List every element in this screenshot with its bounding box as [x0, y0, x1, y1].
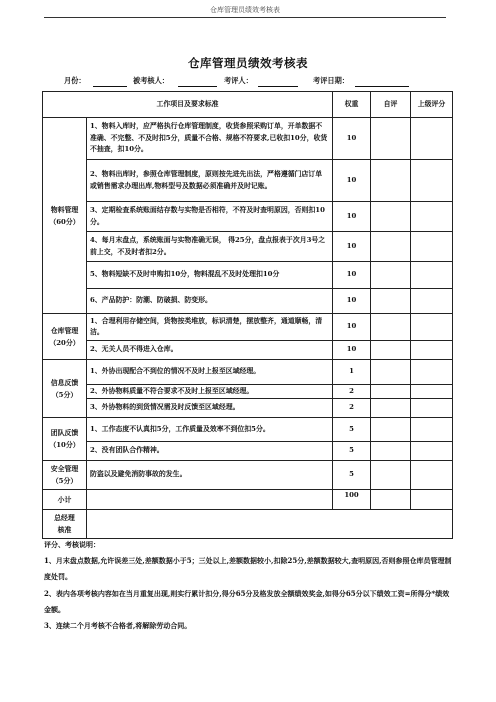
criterion-text: 2、外协物料质量不符合要求不及时上报至区域经理。	[87, 385, 333, 399]
category-info-feedback	[43, 360, 87, 418]
criterion-text: 3、外协物料的到货情况需及时反馈至区域经理。	[87, 399, 333, 418]
weight-value: 5	[333, 418, 371, 442]
criterion-text: 2、物料出库时，参照仓库管理制度，原则按先进先出法，严格遵循门店订单或销售需求办理出库,物料型号及数据必须准确并及时记账。	[87, 160, 333, 202]
self-score-cell[interactable]	[371, 314, 411, 341]
header-criteria: 工作项目及要求标准	[43, 92, 333, 118]
criterion-text: 防盗以及避免消防事故的发生。	[87, 461, 333, 490]
category-warehouse	[43, 314, 87, 360]
weight-value: 10	[333, 160, 371, 202]
evaluation-table	[42, 91, 453, 539]
supervisor-score-cell[interactable]	[411, 341, 453, 360]
weight-value: 10	[333, 289, 371, 314]
date-field[interactable]	[355, 86, 409, 87]
criterion-text: 2、没有团队合作精神。	[87, 442, 333, 461]
supervisor-score-cell[interactable]	[411, 385, 453, 399]
notes-heading: 评分、考核说明：	[44, 540, 100, 549]
self-score-cell[interactable]	[371, 442, 411, 461]
criterion-text: 3、定期检查系统账面结存数与实物是否相符，不符及时查明原因，否则扣10分。	[87, 202, 333, 232]
category-material	[43, 118, 87, 314]
supervisor-score-cell[interactable]	[411, 160, 453, 202]
supervisor-score-cell[interactable]	[411, 232, 453, 262]
self-score-cell[interactable]	[371, 289, 411, 314]
evaluatee-field[interactable]	[178, 86, 217, 87]
supervisor-score-cell[interactable]	[411, 360, 453, 385]
document-title: 仓库管理员绩效考核表	[188, 56, 308, 70]
supervisor-score-cell[interactable]	[411, 118, 453, 160]
category-safety-label: 安全管理 （5分）	[50, 465, 79, 485]
weight-value: 5	[333, 461, 371, 490]
supervisor-score-cell[interactable]	[411, 202, 453, 232]
notes-line-1: 1、月末盘点数据,允许误差三处,差额数据小于5；三处以上,差额数据较小,扣除25分,差额数据较大,查明原因,否则参照仓库员管理制度处罚。	[44, 556, 452, 582]
category-team	[43, 418, 87, 461]
weight-value: 10	[333, 118, 371, 160]
supervisor-score-cell[interactable]	[411, 399, 453, 418]
subtotal-blank	[87, 490, 333, 510]
category-safety	[43, 461, 87, 490]
self-score-cell[interactable]	[371, 399, 411, 418]
self-score-cell[interactable]	[371, 202, 411, 232]
date-label: 考评日期：	[313, 76, 349, 85]
criterion-text: 1、外协出现配合不到位的情况不及时上报至区域经理。	[87, 360, 333, 385]
subtotal-label: 小计	[43, 490, 87, 510]
manager-approval-text: 总经理 核准	[54, 514, 75, 534]
notes-line-3: 3、连续二个月考核不合格者,将解除劳动合同。	[44, 621, 192, 631]
weight-value: 10	[333, 314, 371, 341]
weight-value: 10	[333, 262, 371, 289]
supervisor-score-cell[interactable]	[411, 314, 453, 341]
subtotal-weight: 100	[333, 490, 371, 510]
self-score-cell[interactable]	[371, 118, 411, 160]
evaluation-notes	[44, 537, 454, 634]
self-score-cell[interactable]	[371, 232, 411, 262]
criterion-text: 2、无关人员不得进入仓库。	[87, 341, 333, 360]
weight-value: 10	[333, 341, 371, 360]
supervisor-score-cell[interactable]	[411, 289, 453, 314]
subtotal-supervisor-cell[interactable]	[411, 490, 453, 510]
running-header: 仓库管理员绩效考核表	[210, 6, 280, 14]
category-warehouse-label: 仓库管理 （20分）	[49, 326, 80, 347]
header-supervisor-score: 上级评分	[411, 92, 453, 118]
month-label: 月份：	[64, 76, 86, 85]
weight-value: 10	[333, 202, 371, 232]
weight-value: 2	[333, 399, 371, 418]
self-score-cell[interactable]	[371, 360, 411, 385]
month-field[interactable]	[93, 86, 127, 87]
manager-approval-cell[interactable]	[87, 510, 453, 539]
header-rule	[44, 17, 446, 18]
self-score-cell[interactable]	[371, 341, 411, 360]
category-material-label: 物料管理 （60分）	[49, 205, 80, 226]
category-info-feedback-label: 信息反馈 （5分）	[50, 378, 79, 399]
self-score-cell[interactable]	[371, 385, 411, 399]
weight-value: 1	[333, 360, 371, 385]
self-score-cell[interactable]	[371, 461, 411, 490]
supervisor-score-cell[interactable]	[411, 461, 453, 490]
self-score-cell[interactable]	[371, 160, 411, 202]
supervisor-score-cell[interactable]	[411, 418, 453, 442]
criterion-text: 5、物料短缺不及时申购扣10分，物料混乱不及时处理扣10分	[87, 262, 333, 289]
criterion-text: 1、物料入库时，应严格执行仓库管理制度，收货参照采购订单，开单数据不准确、不完整、不及时扣5分，质量不合格、规格不符要求,已收扣10分，收货不抽查，扣10分。	[87, 118, 333, 160]
manager-approval-label	[43, 510, 87, 539]
criterion-text: 6、产品防护：防潮、防破损、防变形。	[87, 289, 333, 314]
weight-value: 10	[333, 232, 371, 262]
weight-value: 5	[333, 442, 371, 461]
header-weight: 权重	[333, 92, 371, 118]
subtotal-self-cell[interactable]	[371, 490, 411, 510]
supervisor-score-cell[interactable]	[411, 442, 453, 461]
weight-value: 2	[333, 385, 371, 399]
evaluator-field[interactable]	[258, 86, 298, 87]
criterion-text: 1、工作态度不认真扣5分，工作质量及效率不到位扣5分。	[87, 418, 333, 442]
evaluator-label: 考评人：	[224, 76, 253, 85]
info-line	[0, 76, 496, 90]
criterion-text: 1、合理利用存储空间，货物按类堆放，标识清楚，摆放整齐，通道顺畅，清洁。	[87, 314, 333, 341]
notes-line-2: 2、表内各项考核内容如在当月重复出现,则实行累计扣分,得分65分及格发放全额绩效奖金,如得分65分以下绩效工资=所得分*绩效金额。	[44, 588, 450, 614]
supervisor-score-cell[interactable]	[411, 262, 453, 289]
evaluatee-label: 被考核人：	[133, 76, 169, 85]
self-score-cell[interactable]	[371, 418, 411, 442]
criterion-text: 4、每月末盘点，系统账面与实物准确无误， 得25分，盘点报表于次月3号之前上交，不及时者扣2分。	[87, 232, 333, 262]
header-self-score: 自评	[371, 92, 411, 118]
self-score-cell[interactable]	[371, 262, 411, 289]
category-team-label: 团队反馈 （10分）	[49, 429, 80, 449]
